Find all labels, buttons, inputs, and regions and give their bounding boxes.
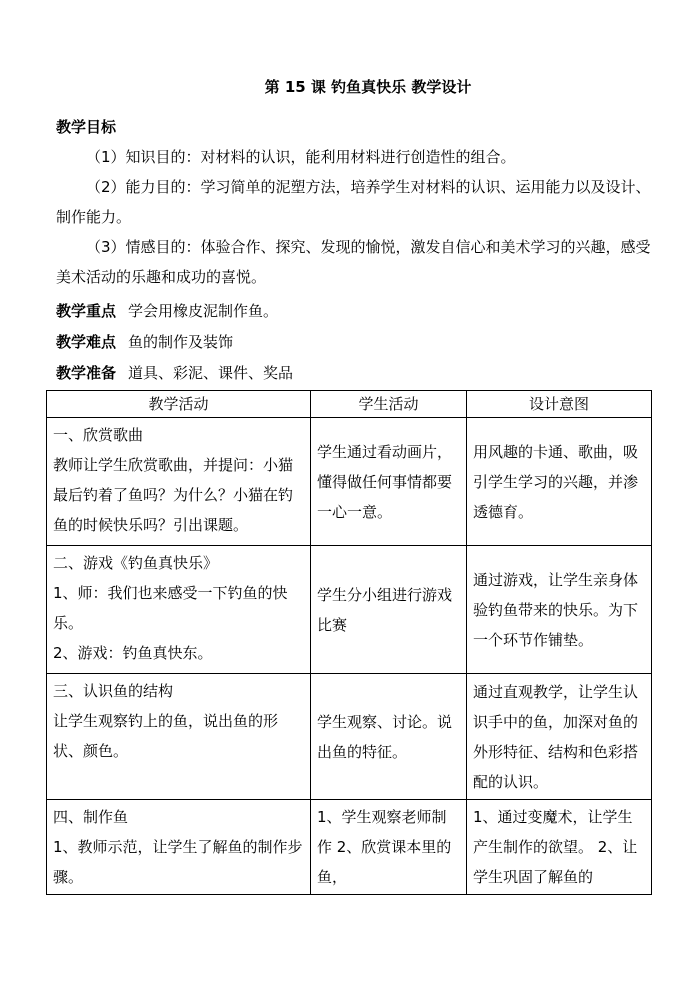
objective-item: （3）情感目的：体验合作、探究、发现的愉悦，激发自信心和美术学习的兴趣，感受美术活动的乐趣和成功的喜悦。: [56, 238, 651, 286]
student-cell: 1、学生观察老师制作 2、欣赏课本里的鱼，: [311, 800, 467, 895]
preparation-label: 教学准备: [56, 364, 117, 382]
difficulty-line: [56, 327, 656, 357]
activity-title: 三、认识鱼的结构: [53, 682, 174, 700]
activity-cell: [47, 800, 311, 895]
objective-item: （1）知识目的：对材料的认识，能利用材料进行创造性的组合。: [86, 148, 516, 166]
objective-item: （2）能力目的：学习简单的泥塑方法，培养学生对材料的认识、运用能力以及设计、制作能力。: [56, 178, 651, 226]
header-student-activity: 学生活动: [311, 391, 467, 418]
preparation-line: [56, 358, 656, 388]
header-design-intent: 设计意图: [467, 391, 652, 418]
activity-cell: [47, 418, 311, 546]
student-cell: 学生分小组进行游戏比赛: [311, 546, 467, 674]
student-cell: 学生通过看动画片，懂得做任何事情都要一心一意。: [311, 418, 467, 546]
difficulty-text: 鱼的制作及装饰: [128, 333, 234, 351]
activity-cell: [47, 674, 311, 800]
key-point-line: [56, 296, 656, 326]
activity-detail: 1、师：我们也来感受一下钓鱼的快乐。: [53, 584, 288, 632]
activity-title: 二、游戏《钓鱼真快乐》: [53, 554, 219, 572]
difficulty-label: 教学难点: [56, 333, 117, 351]
table-row: [47, 800, 652, 895]
activity-detail: 让学生观察钓上的鱼，说出鱼的形状、颜色。: [53, 712, 279, 760]
lesson-table: [46, 390, 652, 895]
key-point-label: 教学重点: [56, 302, 117, 320]
activity-title: 四、制作鱼: [53, 808, 129, 826]
table-row: [47, 418, 652, 546]
table-row: [47, 674, 652, 800]
intent-cell: 通过直观教学，让学生认识手中的鱼，加深对鱼的外形特征、结构和色彩搭配的认识。: [467, 674, 652, 800]
header-teaching-activity: 教学活动: [47, 391, 311, 418]
student-cell: 学生观察、讨论。说出鱼的特征。: [311, 674, 467, 800]
intent-cell: 用风趣的卡通、歌曲，吸引学生学习的兴趣，并渗透德育。: [467, 418, 652, 546]
page-title: 第 15 课 钓鱼真快乐 教学设计: [264, 78, 472, 96]
activity-cell: [47, 546, 311, 674]
intent-cell: 通过游戏，让学生亲身体验钓鱼带来的快乐。为下一个环节作铺垫。: [467, 546, 652, 674]
activity-detail: 1、教师示范，让学生了解鱼的制作步骤。: [53, 838, 303, 886]
table-row: [47, 546, 652, 674]
activity-title: 一、欣赏歌曲: [53, 426, 144, 444]
preparation-text: 道具、彩泥、课件、奖品: [128, 364, 294, 382]
table-header-row: [47, 391, 652, 418]
key-point-text: 学会用橡皮泥制作鱼。: [128, 302, 279, 320]
activity-detail: 2、游戏：钓鱼真快东。: [53, 644, 213, 662]
objectives-heading: 教学目标: [56, 118, 117, 136]
activity-detail: 教师让学生欣赏歌曲，并提问：小猫最后钓着了鱼吗？为什么？小猫在钓鱼的时候快乐吗？引出课题。: [53, 456, 294, 534]
intent-cell: 1、通过变魔术，让学生产生制作的欲望。 2、让学生巩固了解鱼的: [467, 800, 652, 895]
